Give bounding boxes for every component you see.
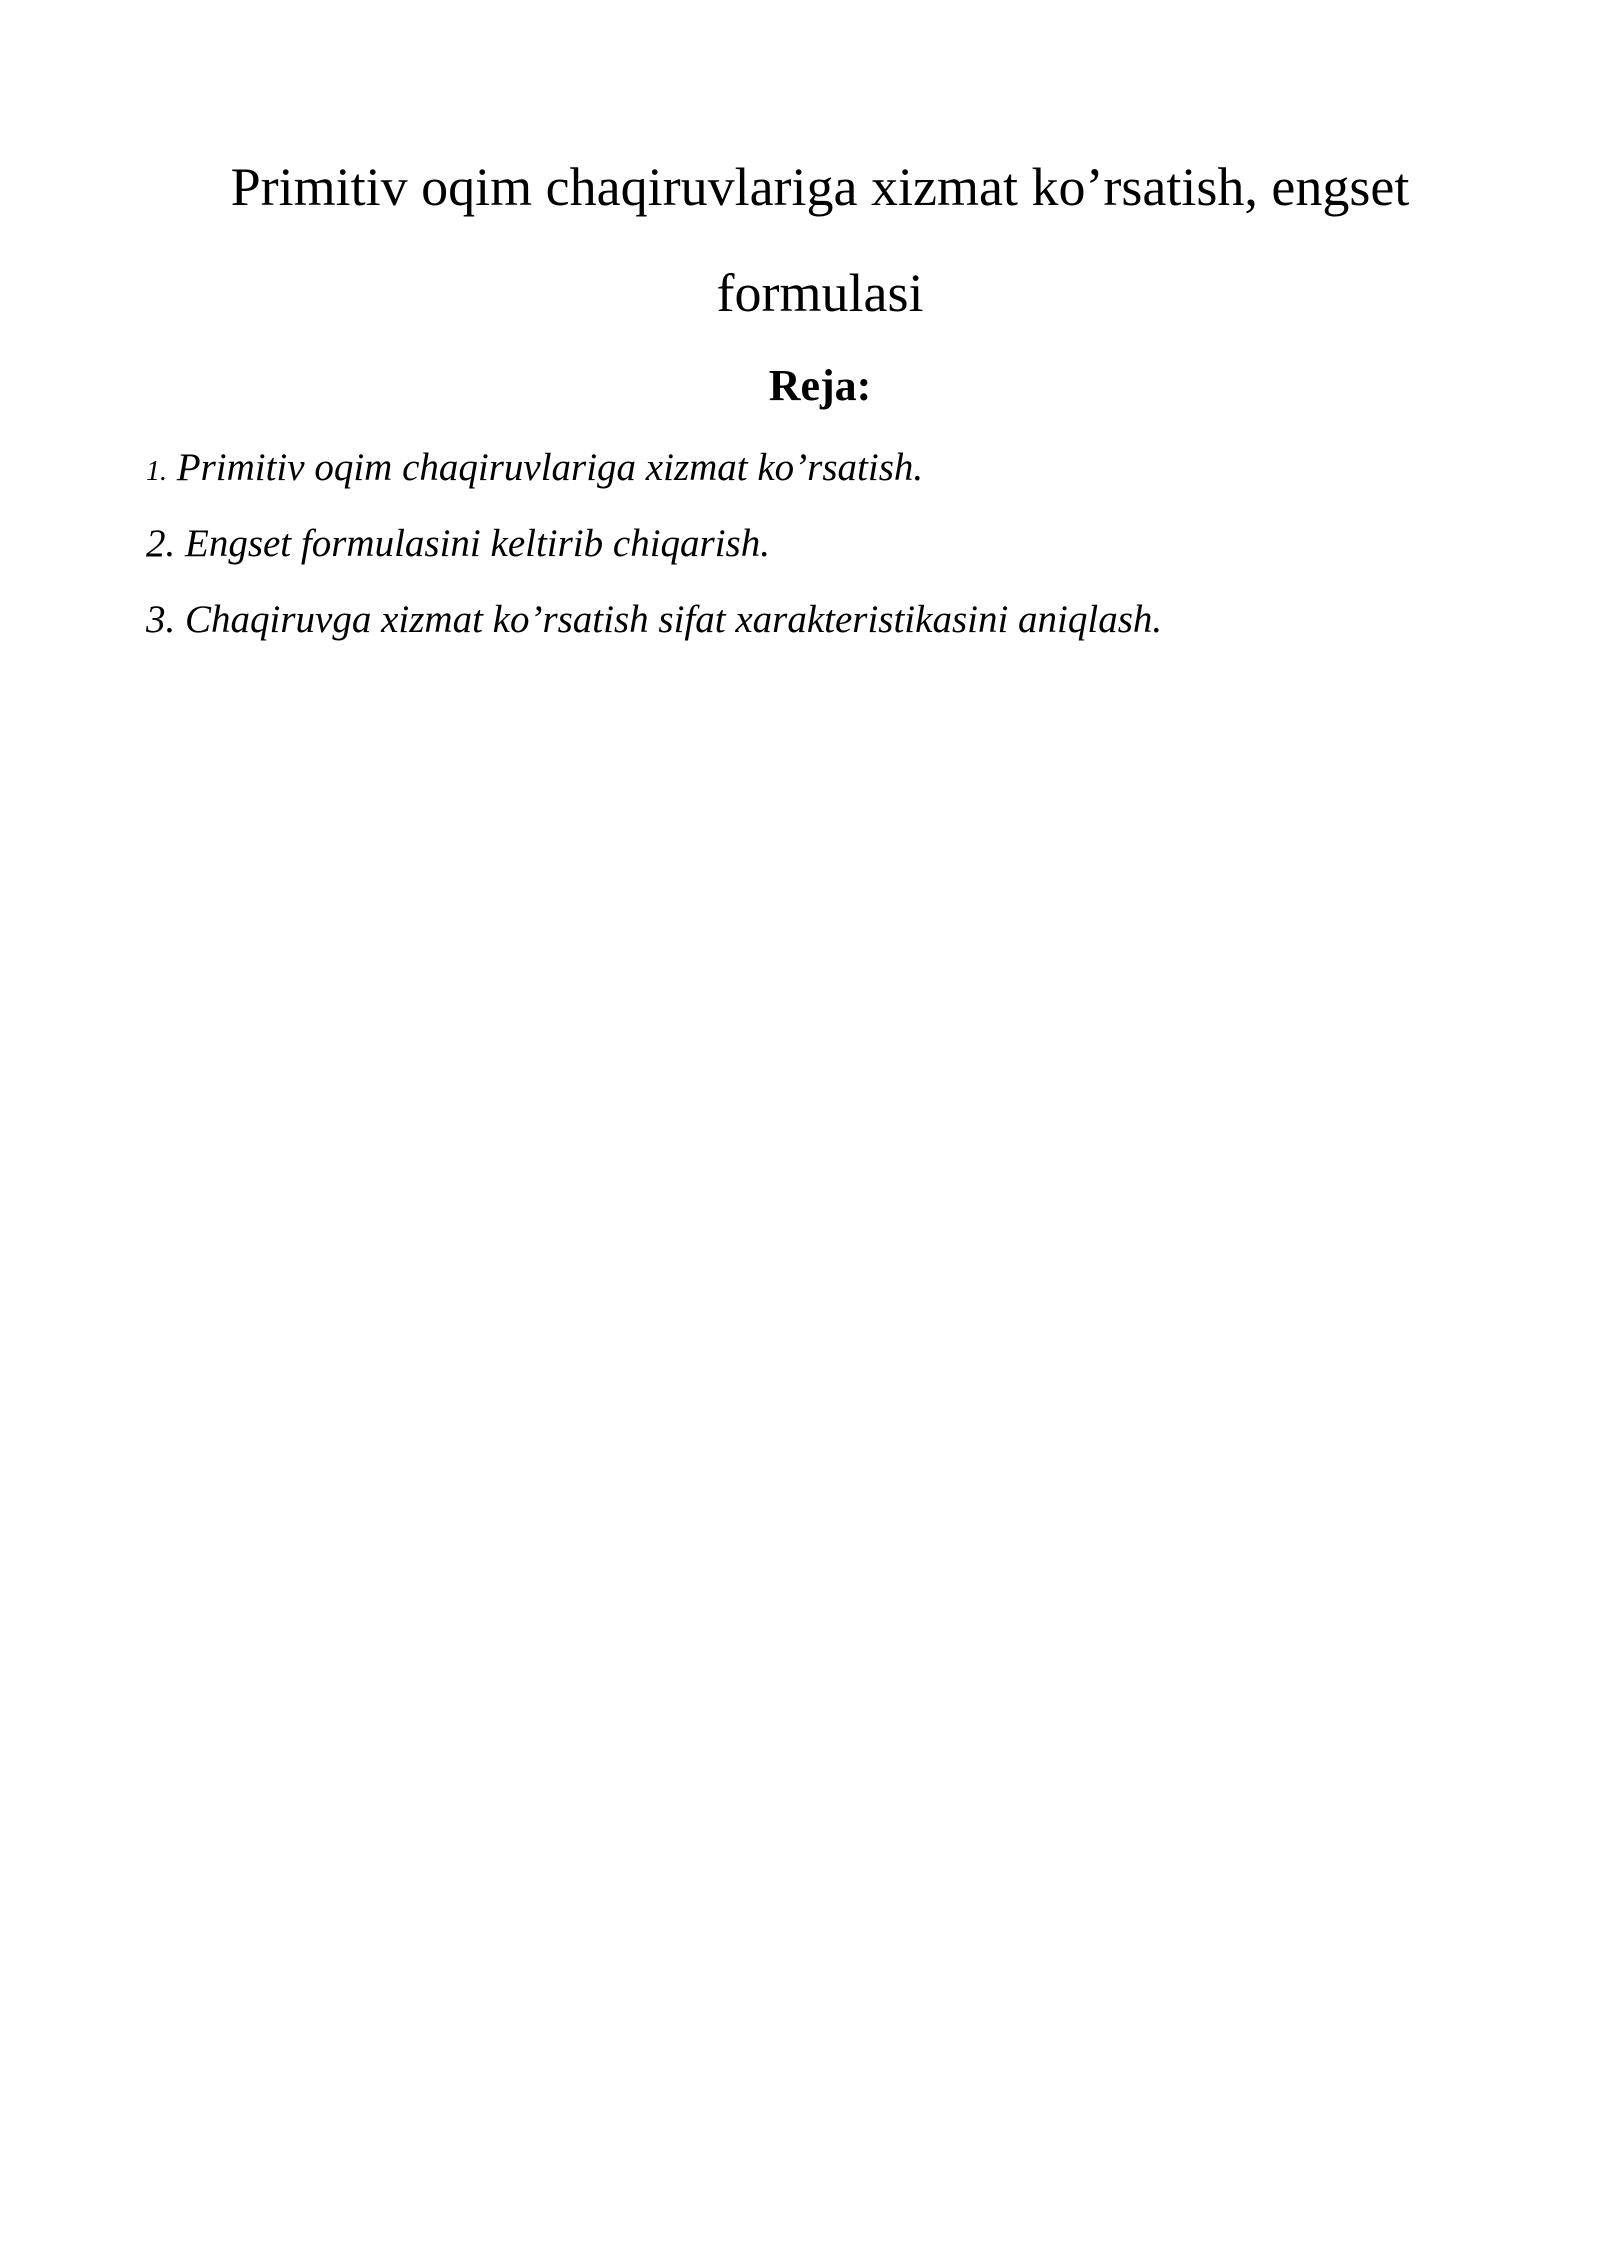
plan-item-number: 3. — [146, 598, 176, 641]
plan-item-number: 2. — [146, 522, 176, 565]
page-title-line-1: Primitiv oqim chaqiruvlariga xizmat ko’rsatish, engset — [230, 157, 1410, 217]
page-title-line-2: formulasi — [716, 263, 924, 323]
plan-item-number: 1. — [146, 456, 167, 487]
plan-item-1 — [146, 448, 1162, 524]
plan-item-text: Chaqiruvga xizmat ko’rsatish sifat xarakteristikasini aniqlash. — [185, 598, 1163, 641]
plan-list — [146, 448, 1162, 676]
plan-heading: Reja: — [768, 361, 872, 410]
plan-item-3 — [146, 600, 1162, 676]
plan-item-text: Primitiv oqim chaqiruvlariga xizmat ko’rsatish. — [176, 446, 924, 489]
plan-item-text: Engset formulasini keltirib chiqarish. — [185, 522, 770, 565]
plan-item-2 — [146, 524, 1162, 600]
